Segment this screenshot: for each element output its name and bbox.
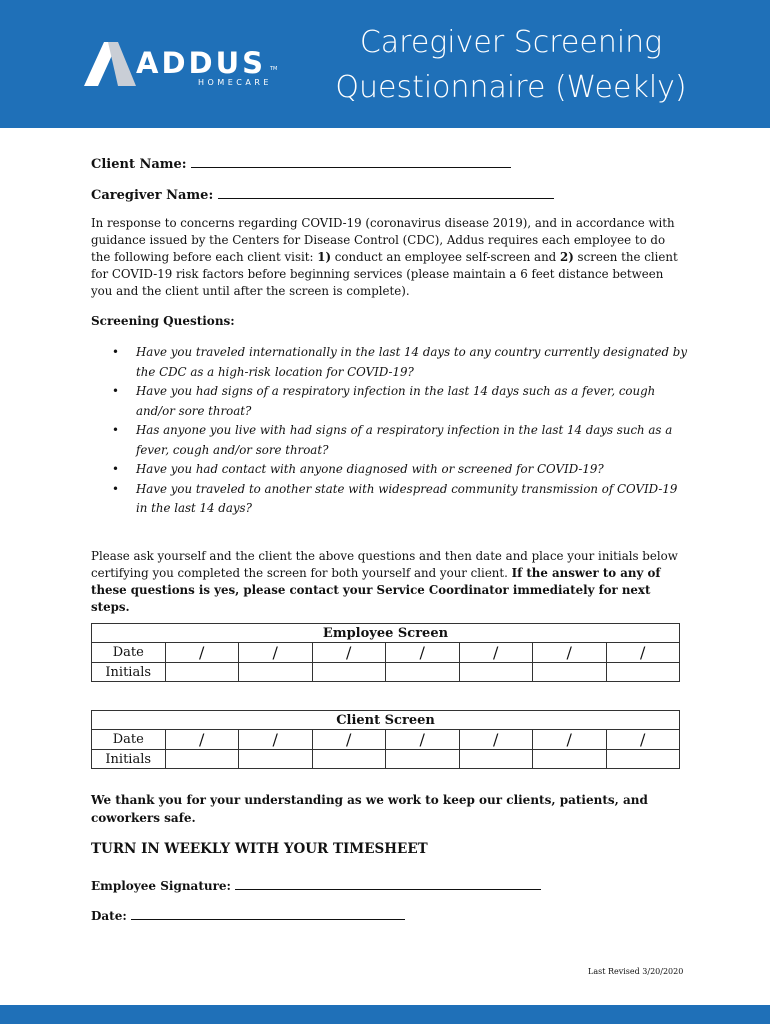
client-screen-caption: Client Screen: [92, 711, 680, 730]
question-text: Have you had contact with anyone diagnosed with or screened for COVID-19?: [136, 462, 604, 476]
client-screen-table: [91, 710, 680, 769]
initials-cell[interactable]: [312, 663, 386, 682]
initials-label: Initials: [92, 663, 166, 682]
bullet-icon: •: [112, 384, 119, 398]
date-cell[interactable]: /: [606, 643, 680, 663]
question-text: Have you had signs of a respiratory infection in the last 14 days such as a fever, cough and/or sore throat?: [136, 384, 656, 418]
date-label: Date: [92, 730, 166, 750]
turn-in-heading: TURN IN WEEKLY WITH YOUR TIMESHEET: [91, 841, 428, 857]
date-cell[interactable]: /: [239, 730, 313, 750]
date-cell[interactable]: /: [606, 730, 680, 750]
client-name-field[interactable]: [91, 155, 511, 172]
client-name-label: Client Name:: [91, 157, 187, 172]
bullet-icon: •: [112, 481, 119, 496]
initials-cell[interactable]: [606, 663, 680, 682]
bullet-icon: •: [112, 345, 119, 359]
question-text: Have you traveled to another state with widespread community transmission of COVID-19 in the last 14 days?: [136, 481, 678, 515]
date-field[interactable]: [91, 907, 405, 923]
title-line-2: Questionnaire (Weekly): [335, 70, 687, 105]
intro-num-1: 1): [317, 250, 332, 264]
initials-cell[interactable]: [386, 750, 460, 769]
initials-cell[interactable]: [165, 663, 239, 682]
bullet-icon: •: [112, 462, 119, 476]
list-item: [112, 480, 692, 519]
initials-cell[interactable]: [533, 663, 607, 682]
footer-bar: [0, 1005, 770, 1024]
intro-text-3: screen the client for COVID-19 risk factors before beginning services (please maintain a 6 feet distance between you and the client until after the screen is complete).: [91, 250, 678, 298]
instructions-text: Please ask yourself and the client the above questions and then date and place your initials below certifying you completed the screen for both yourself and your client.: [91, 549, 678, 580]
date-label: Date: [92, 643, 166, 663]
initials-cell[interactable]: [239, 750, 313, 769]
client-name-line[interactable]: [191, 155, 511, 168]
caregiver-name-field[interactable]: [91, 186, 554, 203]
date-cell[interactable]: /: [165, 643, 239, 663]
employee-signature-field[interactable]: [91, 877, 541, 893]
employee-signature-label: Employee Signature:: [91, 879, 231, 893]
date-cell[interactable]: /: [533, 730, 607, 750]
screening-heading: Screening Questions:: [91, 314, 235, 328]
date-cell[interactable]: /: [386, 643, 460, 663]
list-item: [112, 460, 692, 480]
initials-cell[interactable]: [312, 750, 386, 769]
table-row: [92, 750, 680, 769]
table-row: [92, 643, 680, 663]
logo-subtitle: HOMECARE: [198, 78, 272, 87]
logo-trademark: TM: [270, 66, 278, 72]
initials-cell[interactable]: [386, 663, 460, 682]
employee-screen-table: [91, 623, 680, 682]
date-cell[interactable]: /: [312, 730, 386, 750]
logo-wordmark: ADDUS: [136, 46, 267, 80]
employee-signature-line[interactable]: [235, 877, 541, 890]
initials-cell[interactable]: [239, 663, 313, 682]
question-text: Has anyone you live with had signs of a respiratory infection in the last 14 days such as a fever, cough and/or sore throat?: [136, 423, 673, 457]
date-cell[interactable]: /: [312, 643, 386, 663]
list-item: [112, 343, 692, 382]
initials-label: Initials: [92, 750, 166, 769]
initials-cell[interactable]: [165, 750, 239, 769]
date-cell[interactable]: /: [459, 730, 533, 750]
table-row: [92, 663, 680, 682]
question-text: Have you traveled internationally in the last 14 days to any country currently designated by the CDC as a high-risk location for COVID-19?: [136, 345, 687, 379]
date-cell[interactable]: /: [239, 643, 313, 663]
initials-cell[interactable]: [606, 750, 680, 769]
initials-cell[interactable]: [533, 750, 607, 769]
caregiver-name-label: Caregiver Name:: [91, 188, 214, 203]
date-field-label: Date:: [91, 909, 127, 923]
intro-text-2: conduct an employee self-screen and: [334, 250, 557, 264]
employee-screen-caption: Employee Screen: [92, 624, 680, 643]
date-line[interactable]: [131, 907, 405, 920]
addus-logo-mark-icon: [84, 42, 144, 92]
caregiver-name-line[interactable]: [218, 186, 554, 199]
screening-questions-list: [112, 343, 692, 519]
table-row: [92, 730, 680, 750]
last-revised: Last Revised 3/20/2020: [588, 967, 684, 976]
list-item: [112, 421, 692, 460]
header-banner: [0, 0, 770, 128]
intro-paragraph: [91, 215, 683, 300]
intro-text-1: In response to concerns regarding COVID-19 (coronavirus disease 2019), and in accordance with guidance issued by the Centers for Disease Control (CDC), Addus requires each employee to do the following before each client visit:: [91, 216, 675, 264]
initials-cell[interactable]: [459, 750, 533, 769]
list-item: [112, 382, 692, 421]
instructions-paragraph: [91, 548, 683, 616]
page-title: [330, 20, 692, 110]
initials-cell[interactable]: [459, 663, 533, 682]
instructions-bold-text: If the answer to any of these questions is yes, please contact your Service Coordinator immediately for next steps.: [91, 566, 661, 614]
title-line-1: Caregiver Screening: [359, 25, 663, 60]
date-cell[interactable]: /: [165, 730, 239, 750]
date-cell[interactable]: /: [459, 643, 533, 663]
bullet-icon: •: [112, 423, 119, 437]
thanks-note: We thank you for your understanding as we work to keep our clients, patients, and coworkers safe.: [91, 793, 648, 825]
date-cell[interactable]: /: [386, 730, 460, 750]
intro-num-2: 2): [560, 250, 574, 264]
date-cell[interactable]: /: [533, 643, 607, 663]
addus-logo: [84, 36, 284, 96]
